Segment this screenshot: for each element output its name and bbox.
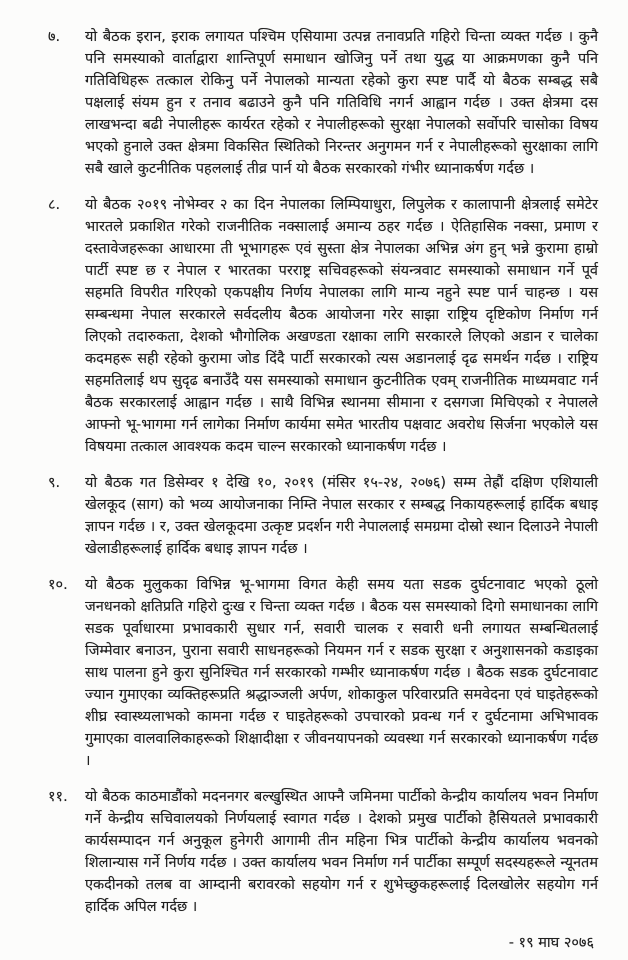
document-date: - १९ माघ २०७६ bbox=[508, 935, 594, 951]
paragraph-text: यो बैठक मुलुकका विभिन्न भू-भागमा विगत केही समय यता सडक दुर्घटनावाट भएको ठूलो जनधनको क्षतिप्रति गहिरो दुःख र चिन्ता व्यक्त गर्दछ । बैठक यस समस्याको दिगो समाधानका लागि सडक पूर्वाधारमा प्रभावकारी सुधार गर्न, सवारी चालक र सवारी धनी लगायत सम्बन्धितलाई जिम्मेवार बनाउन, पुराना सवारी साधनहरूको नियमन गर्न र सडक सुरक्षा र अनुशासनको कडाइका साथ पालना हुने कुरा सुनिश्चित गर्न सरकारको गम्भीर ध्यानाकर्षण गर्दछ । बैठक सडक दुर्घटनावाट ज्यान गुमाएका व्यक्तिहरूप्रति श्रद्धाञ्जली अर्पण, शोकाकुल परिवारप्रति समवेदना एवं घाइतेहरूको शीघ्र स्वास्थ्यलाभको कामना गर्दछ र घाइतेहरूको उपचारको प्रवन्ध गर्न र दुर्घटनामा अभिभावक गुमाएका वालवालिकाहरूको शिक्षादीक्षा र जीवनयापनको व्यवस्था गर्न सरकारको ध्यानाकर्षण गर्दछ । bbox=[85, 577, 598, 769]
paragraph-number: ११. bbox=[48, 789, 68, 805]
paragraph-text: यो बैठक काठमाडौंको मदननगर बल्खुस्थित आफ्नै जमिनमा पार्टीको केन्द्रीय कार्यालय भवन निर्माण गर्ने केन्द्रीय सचिवालयको निर्णयलाई स्वागत गर्दछ । देशको प्रमुख पार्टीको हैसियतले प्रभावकारी कार्यसम्पादन गर्न अनुकूल हुनेगरी आगामी तीन महिना भित्र पार्टीको केन्द्रीय कार्यालय भवनको शिलान्यास गर्ने निर्णय गर्दछ । उक्त कार्यालय भवन निर्माण गर्न पार्टीका सम्पूर्ण सदस्यहरूले न्यूनतम एकदीनको तलब वा आम्दानी बरावरको सहयोग गर्न र शुभेच्छुकहरूलाई दिलखोलेर सहयोग गर्न हार्दिक अपिल गर्दछ । bbox=[85, 789, 598, 915]
resolution-paragraph bbox=[48, 786, 598, 918]
paragraph-number: ८. bbox=[48, 197, 61, 213]
paragraph-text: यो बैठक २०१९ नोभेम्वर २ का दिन नेपालका लिम्पियाधुरा, लिपुलेक र कालापानी क्षेत्रलाई समेटेर भारतले प्रकाशित गरेको राजनीतिक नक्सालाई अमान्य ठहर गर्दछ । ऐतिहासिक नक्सा, प्रमाण र दस्तावेजहरूका आधारमा ती भूभागहरू एवं सुस्ता क्षेत्र नेपालका अभिन्न अंग हुन् भन्ने कुरामा हाम्रो पार्टी स्पष्ट छ र नेपाल र भारतका परराष्ट्र सचिवहरूको संयन्त्रवाट समस्याको समाधान गर्ने पूर्व सहमति विपरीत गरिएको एकपक्षीय निर्णय नेपालका लागि मान्य नहुने स्पष्ट पार्न चाहन्छ । यस सम्बन्धमा नेपाल सरकारले सर्वदलीय बैठक आयोजना गरेर साझा राष्ट्रिय दृष्टिकोण निर्माण गर्न लिएको तदारुकता, देशको भौगोलिक अखण्डता रक्षाका लागि सरकारले लिएको अडान र चालेका कदमहरू सही रहेको कुरामा जोड दिंदै पार्टी सरकारको त्यस अडानलाई दृढ समर्थन गर्दछ । राष्ट्रिय सहमतिलाई थप सुदृढ बनाउँदै यस समस्याको समाधान कुटनीतिक एवम् राजनीतिक माध्यमवाट गर्न बैठक सरकारलाई आह्वान गर्दछ । साथै विभिन्न स्थानमा सीमाना र दसगजा मिचिएको र नेपालले आफ्नो भू-भागमा गर्न लागेका निर्माण कार्यमा समेत भारतीय पक्षवाट अवरोध सिर्जना भएकोले यस विषयमा तत्काल आवश्यक कदम चाल्न सरकारको ध्यानाकर्षण गर्दछ । bbox=[85, 197, 598, 455]
paragraph-text: यो बैठक इरान, इराक लगायत पश्चिम एसियामा उत्पन्न तनावप्रति गहिरो चिन्ता व्यक्त गर्दछ । कुनै पनि समस्याको वार्ताद्वारा शान्तिपूर्ण समाधान खोजिनु पर्ने तथा युद्ध या आक्रमणका कुनै पनि गतिविधिहरू तत्काल रोकिनु पर्ने नेपालको मान्यता रहेको कुरा स्पष्ट पार्दै यो बैठक सम्बद्ध सबै पक्षलाई संयम हुन र तनाव बढाउने कुनै पनि गतिविधि नगर्न आह्वान गर्दछ । उक्त क्षेत्रमा दस लाखभन्दा बढी नेपालीहरू कार्यरत रहेको र नेपालीहरूको सुरक्षा नेपालको सर्वोपरि चासोका विषय भएको हुनाले उक्त क्षेत्रमा विकसित स्थितिको निरन्तर अनुगमन गर्न र नेपालीहरूको सुरक्षाका लागि सबै खाले कुटनीतिक पहललाई तीव्र पार्न यो बैठक सरकारको गंभीर ध्यानाकर्षण गर्दछ । bbox=[85, 29, 598, 177]
paragraph-number: ९. bbox=[48, 475, 61, 491]
resolution-paragraph bbox=[48, 194, 598, 458]
resolution-paragraph bbox=[48, 472, 598, 560]
resolution-paragraph bbox=[48, 26, 598, 180]
paragraph-number: ७. bbox=[48, 29, 61, 45]
paragraph-text: यो बैठक गत डिसेम्वर १ देखि १०, २०१९ (मंसिर १५-२४, २०७६) सम्म तेह्रौं दक्षिण एशियाली खेलकूद (साग) को भव्य आयोजनाका निम्ति नेपाल सरकार र सम्बद्ध निकायहरूलाई हार्दिक बधाइ ज्ञापन गर्दछ । र, उक्त खेलकूदमा उत्कृष्ट प्रदर्शन गरी नेपाललाई समग्रमा दोस्रो स्थान दिलाउने नेपाली खेलाडीहरूलाई हार्दिक बधाइ ज्ञापन गर्दछ । bbox=[85, 475, 598, 557]
resolution-paragraph bbox=[48, 574, 598, 772]
resolution-paragraph-list bbox=[48, 26, 598, 918]
paragraph-number: १०. bbox=[48, 577, 68, 593]
